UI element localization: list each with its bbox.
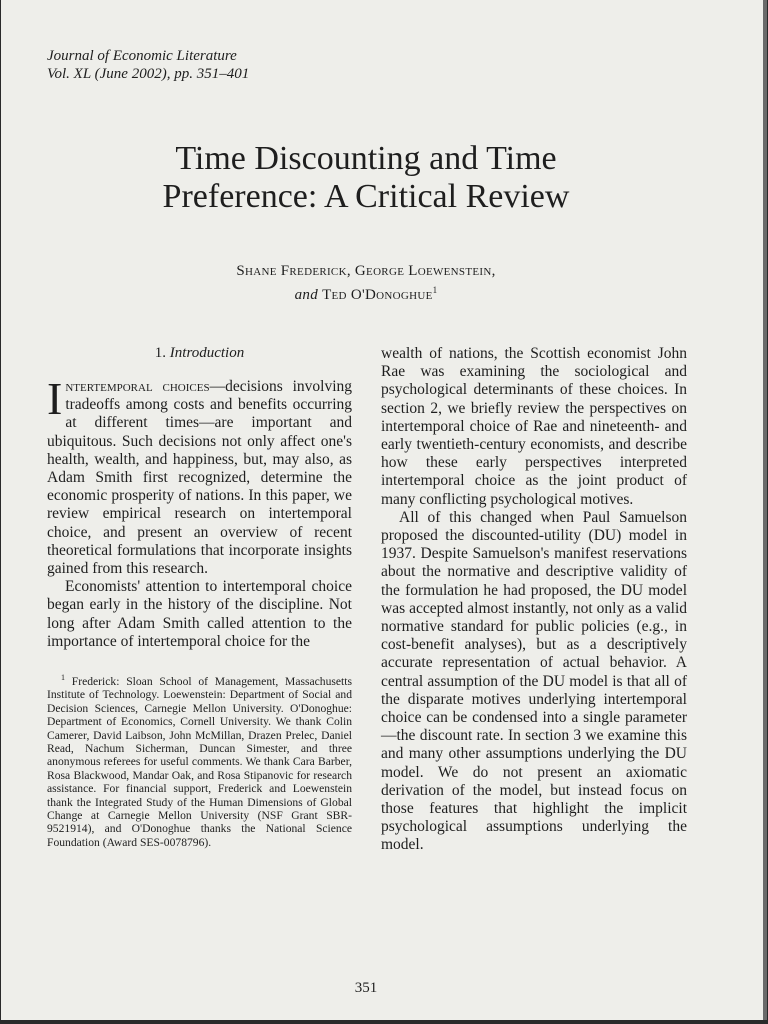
intro-paragraph-3: All of this changed when Paul Samuelson proposed the discounted-utility (DU) model in 1937. Despite Samuelson's manifest reservations about the normative and descriptive validity of the formulation he had proposed, the DU model was accepted almost instantly, not only as a valid normative standard for public policies (e.g., in cost-benefit analyses), but as a descriptively accurate representation of actual behavior. A central assumption of the DU model is that all of the disparate motives underlying intertemporal choice can be condensed into a single parameter—the discount rate. In section 3 we examine this and many other assumptions underlying the DU model. We do not present an axiomatic derivation of the model, but instead focus on those features that highlight the implicit psychological assumptions underlying the model. (381, 508, 687, 854)
journal-volume: Vol. XL (June 2002), pp. 351–401 (47, 66, 250, 82)
section-number: 1. (154, 345, 167, 361)
article-title-text: Time Discounting and Time Preference: A Critical Review (162, 140, 570, 215)
drop-cap: I (47, 373, 63, 424)
journal-name: Journal of Economic Literature (47, 48, 237, 64)
section-heading (47, 344, 352, 362)
authors-line-2 (1, 281, 731, 305)
intro-paragraph-1-text: —decisions involving tradeoffs among costs and benefits occurring at different times—are important and ubiquitous. Such decisions not only affect one's health, wealth, and happiness, but, may also, as Adam Smith first recognized, determine the economic prosperity of nations. In this paper, we review empirical research on intertemporal choice, and present an overview of recent theoretical formulations that incorporate insights gained from this research. (47, 378, 352, 578)
left-column (47, 344, 352, 849)
intro-paragraph-2-start: Economists' attention to intertemporal choice began early in the history of the discipline. Not long after Adam Smith called attention to the importance of intertemporal choice for the (47, 578, 352, 650)
journal-page (1, 0, 767, 1020)
author-list (1, 262, 731, 305)
page-number: 351 (354, 980, 378, 996)
footnote (47, 671, 352, 849)
right-column (381, 345, 687, 855)
journal-citation (47, 47, 249, 83)
footnote-mark: 1 (61, 673, 65, 683)
intro-paragraph-1 (47, 373, 352, 578)
section-name: Introduction (169, 345, 245, 361)
footnote-text: Frederick: Sloan School of Management, Massachusetts Institute of Technology. Loewenstein: Department of Social and Decision Sciences, Carnegie Mellon University. O'Donoghue: Department of Economics, Cornell University. We thank Colin Camerer, David Laibson, John McMillan, Drazen Prelec, Daniel Read, Nachum Sicherman, Duncan Simester, and three anonymous referees for useful comments. We thank Cara Barber, Rosa Blackwood, Mandar Oak, and Rosa Stipanovic for research assistance. For financial support, Frederick and Loewenstein thank the Integrated Study of the Human Dimensions of Global Change at Carnegie Mellon University (NSF Grant SBR-9521914), and O'Donoghue thanks the National Science Foundation (Award SES-0078796). (47, 674, 352, 849)
authors-and: and (294, 287, 318, 303)
intro-smallcaps-lead: ntertemporal choices (65, 378, 210, 395)
author-footnote-mark[interactable]: 1 (432, 285, 438, 295)
page-edge (763, 0, 767, 1020)
intro-paragraph-2-continued: wealth of nations, the Scottish economist John Rae was examining the sociological and psychological determinants of these choices. In section 2, we briefly review the perspectives on intertemporal choice of Rae and nineteenth- and early twentieth-century economists, and describe how these early perspectives interpreted intertemporal choice as the joint product of many conflicting psychological motives. (381, 345, 687, 508)
author-last: Ted O'Donoghue (322, 287, 433, 303)
article-title (1, 140, 731, 216)
authors-line-1: Shane Frederick, George Loewenstein, (236, 263, 496, 279)
